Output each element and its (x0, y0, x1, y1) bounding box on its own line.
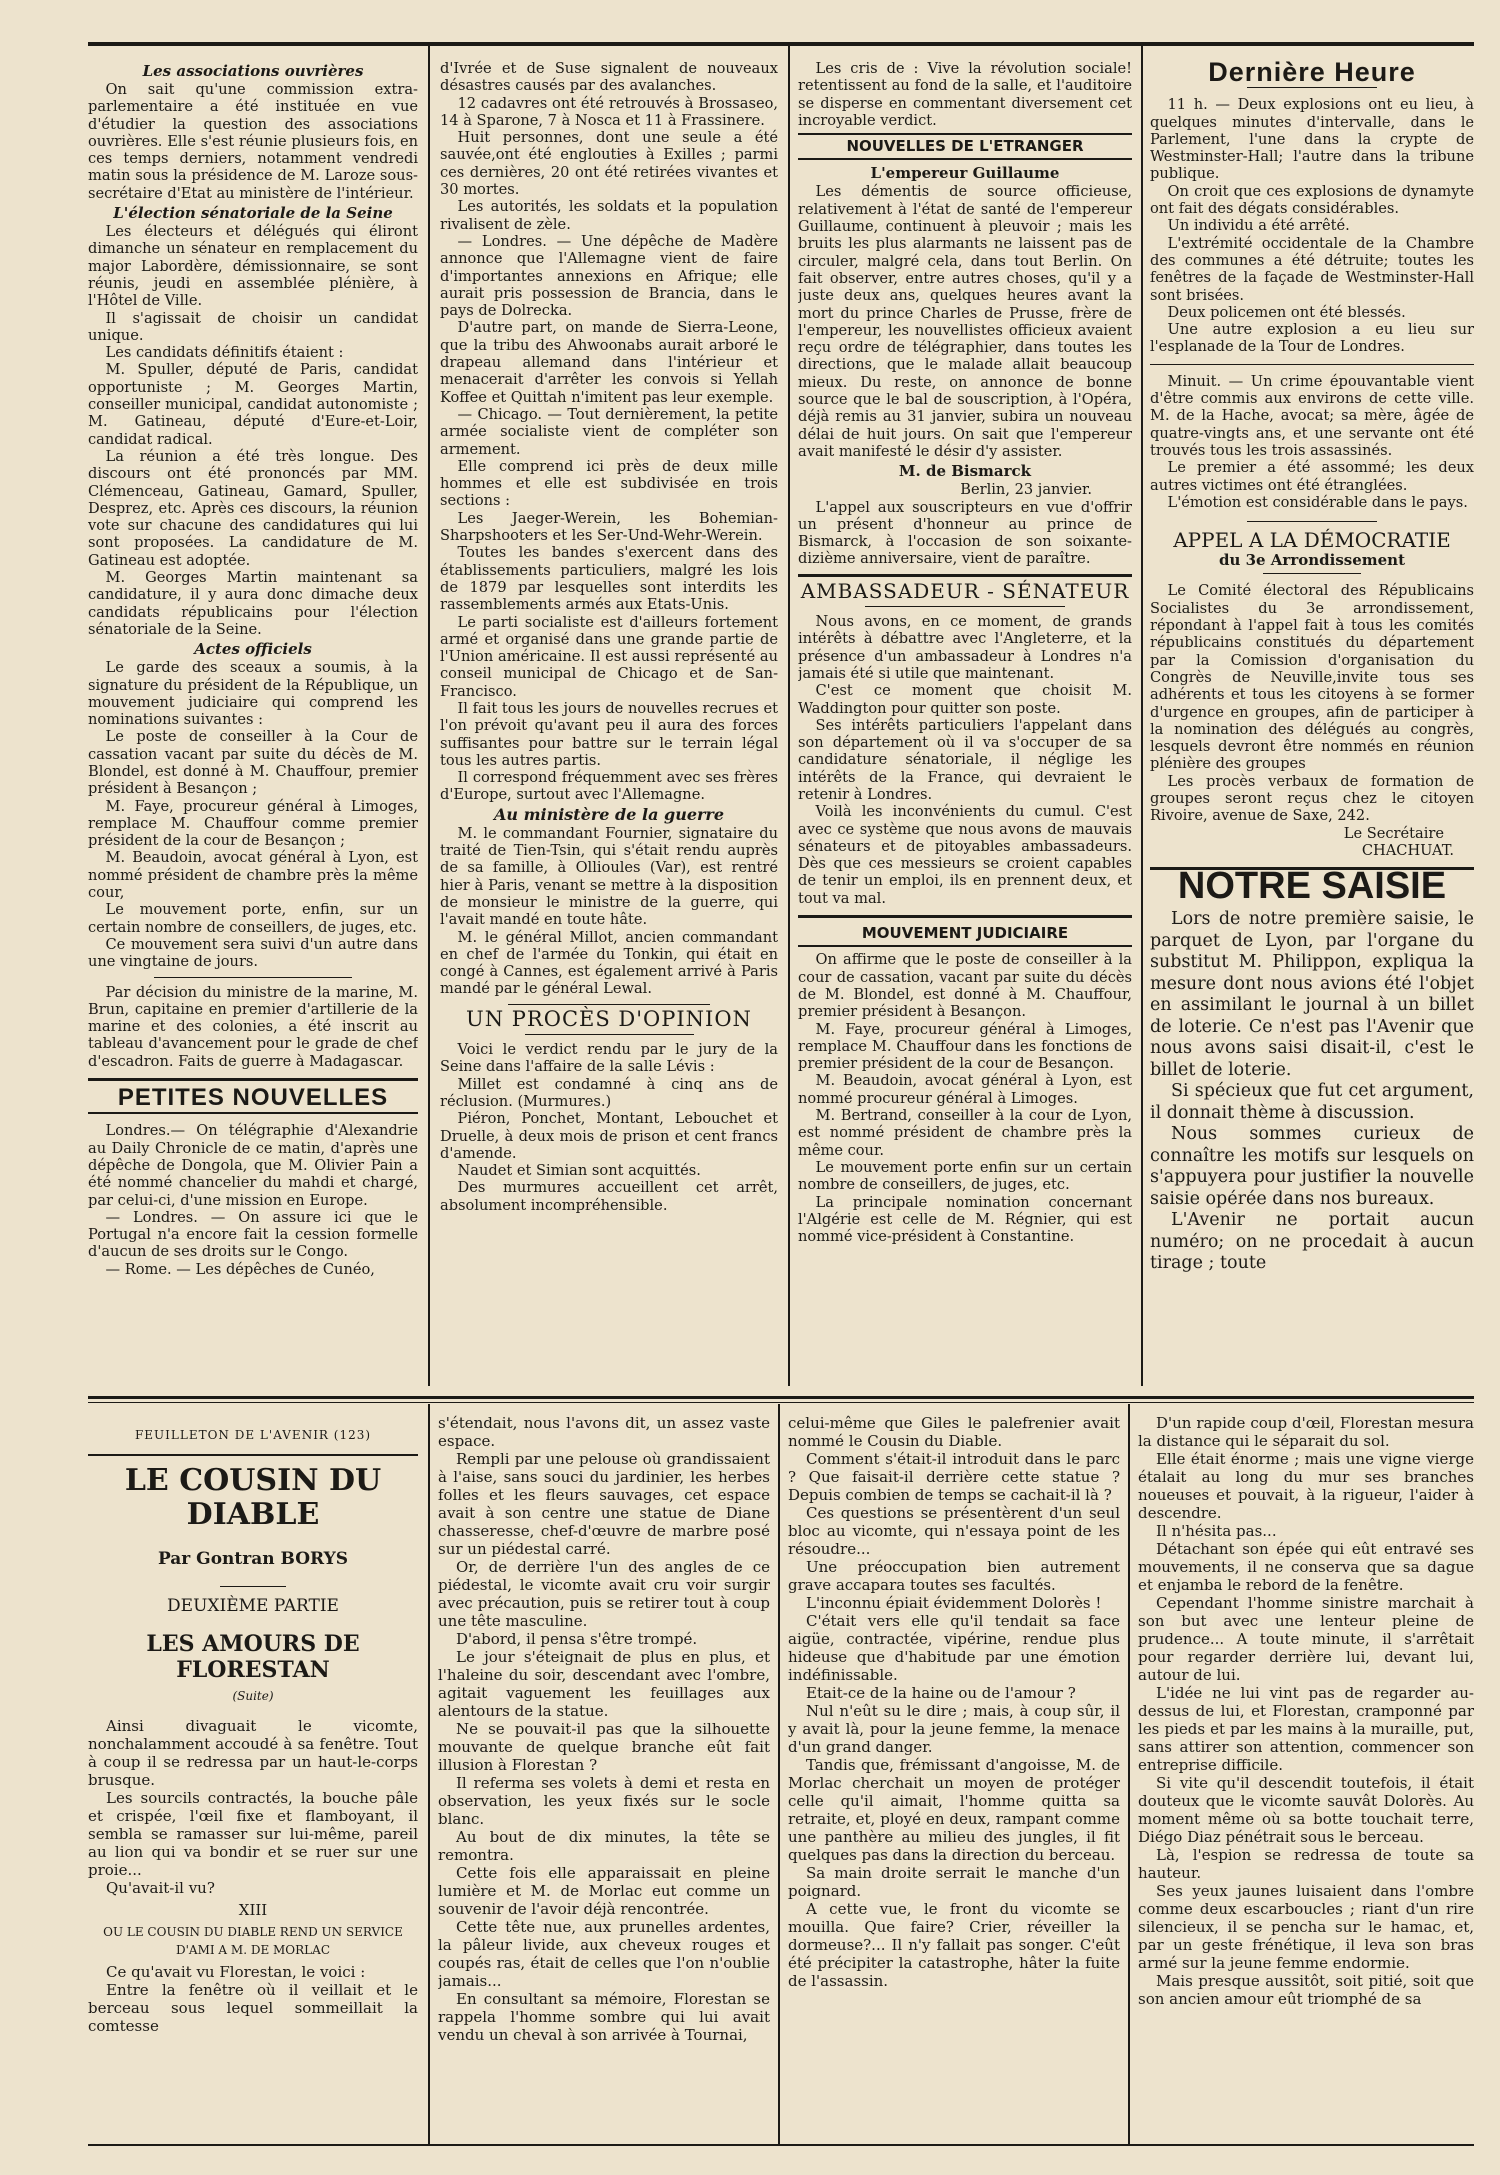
feuilleton-title: LE COUSIN DU DIABLE (124, 1463, 382, 1532)
col2-p13: Il correspond fréquemment avec ses frères d'Europe, surtout avec l'Allemagne. (440, 769, 778, 804)
petites-p2: — Londres. — On assure ici que le Portugal n'a encore fait la cession formelle d'aucun de ses droits sur le Congo. (88, 1208, 418, 1261)
mouvement-p1: On affirme que le poste de conseiller à la cour de cassation, vacant par suite du décès de M. Blondel, est donné à M. Chauffour, premier président à Besançon. (798, 951, 1132, 1021)
feuilleton-c4-3: Il n'hésita pas... (1156, 1522, 1277, 1540)
column-2 (440, 60, 778, 1390)
feuilleton-col-4 (1138, 1414, 1474, 2139)
feuilleton-c2-4: D'abord, il pensa s'être trompé. (456, 1630, 698, 1648)
separator (1247, 521, 1377, 522)
proces-p1: Voici le verdict rendu par le jury de la Seine dans l'affaire de la salle Lévis : (440, 1041, 778, 1076)
feuilleton-rule (88, 1396, 1474, 1399)
senatoriale-p1: Les électeurs et délégués qui éliront dimanche un sénateur en remplacement du major Labordère, démissionnaire, se sont réunis, jeudi en assemblée plénière, à l'Hôtel de Ville. (88, 223, 418, 310)
separator (1263, 573, 1360, 574)
separator (508, 1004, 711, 1005)
column-rule (788, 46, 790, 1386)
ambassadeur-p1: Nous avons, en ce moment, de grands intérêts à débattre avec l'Angleterre, et la présence d'un ambassadeur à Londres n'a jamais été si utile que maintenant. (798, 613, 1132, 682)
petites-p3: — Rome. — Les dépêches de Cunéo, (105, 1260, 375, 1278)
column-rule (1141, 46, 1143, 1386)
etranger-heading: NOUVELLES DE L'ETRANGER (798, 133, 1132, 160)
separator (798, 574, 1132, 577)
feuilleton-suite: (Suite) (232, 1689, 274, 1703)
guerre-p2: M. le général Millot, ancien commandant en chef de l'armée du Tonkin, qui était en congé à Cannes, est également arrivé à Paris mandé par le général Lewal. (440, 928, 778, 998)
col2-p12: Il fait tous les jours de nouvelles recrues et l'on prévoit qu'avant peu il aura des forces suffisantes pour battre sur le terrain légal tous les autres partis. (440, 699, 778, 769)
actes-p6: Ce mouvement sera suivi d'un autre dans une vingtaine de jours. (88, 935, 418, 971)
ambassadeur-p4: Voilà les inconvénients du cumul. C'est avec ce système que nous avons de mauvais sénateurs et de pitoyables ambassadeurs. Dès que ces messieurs se croient capables de tenir un emploi, ils en prennent deux, et tout va mal. (798, 803, 1132, 907)
col2-p3: Huit personnes, dont une seule a été sauvée,ont été englouties à Exilles ; parmi ces dernières, 20 ont été retirées vivantes et 30 mortes. (440, 129, 778, 199)
saisie-body (1150, 909, 1474, 1275)
mouvement-p2: M. Faye, procureur général à Limoges, remplace M. Chauffour dans les fonctions de premier président de la cour de Besançon. (798, 1020, 1132, 1073)
feuilleton-c2-7: Il referma ses volets à demi et resta en observation, les yeux fixés sur le socle blanc. (438, 1774, 770, 1828)
col3-p1: Les cris de : Vive la révolution sociale! retentissent au fond de la salle, et l'auditoire se disperse en commentant diversement cet incroyable verdict. (798, 60, 1132, 129)
senatoriale-p5: La réunion a été très longue. Des discours ont été prononcés par MM. Clémenceau, Gatineau, Gamard, Spuller, Desprez, etc. Après ces discours, la réunion vote sur chacune des candidatures qui lui sont proposées. La candidature de M. Gatineau est adoptée. (88, 447, 418, 569)
feuilleton-c2-9: Cette fois elle apparaissait en pleine lumière et M. de Morlac eut comme un souvenir de l'avoir déjà rencontrée. (438, 1864, 770, 1918)
feuilleton-p5: Entre la fenêtre où il veillait et le berceau sous lequel sommeillait la comtesse (88, 1981, 418, 2035)
senatoriale-p3: Les candidats définitifs étaient : (105, 344, 344, 362)
feuilleton-c2-6: Ne se pouvait-il pas que la silhouette mouvante de quelque branche eût fait illusion à Florestan ? (438, 1720, 770, 1774)
feuilleton-c4-4: Détachant son épée qui eût entravé ses mouvements, il ne conserva que sa dague et enjamba le rebord de la fenêtre. (1138, 1540, 1474, 1594)
feuilleton-c3-6: C'était vers elle qu'il tendait sa face aigüe, contractée, vipérine, rendue plus hideuse que d'habitude par une émotion indéfinissable. (788, 1612, 1120, 1684)
feuilleton-c2-5: Le jour s'éteignait de plus en plus, et l'haleine du soir, descendant avec l'ombre, agitait vaguement les feuillages aux alentours de la statue. (438, 1648, 770, 1720)
feuilleton-c4-9: Ses yeux jaunes luisaient dans l'ombre comme deux escarboucles ; riant d'un rire silencieux, il se pencha sur le hamac, et, par un geste frénétique, il leva son bras armé sur la jeune femme endormie. (1138, 1882, 1474, 1972)
feuilleton-p3: Qu'avait-il vu? (106, 1879, 215, 1897)
feuilleton-c2-11: En consultant sa mémoire, Florestan se rappela l'homme sombre qui lui avait vendu un cheval à son arrivée à Tournai, (438, 1990, 770, 2044)
separator (525, 1034, 694, 1035)
feuilleton-author: Par Gontran BORYS (157, 1549, 349, 1569)
dh-p9: L'émotion est considérable dans le pays. (1167, 493, 1468, 511)
feuilleton-chapter-title: OU LE COUSIN DU DIABLE REND UN SERVICE D'AMI A M. DE MORLAC (103, 1925, 403, 1957)
feuilleton-c3-3: Ces questions se présentèrent d'un seul bloc au vicomte, qui n'essaya point de les résoudre... (788, 1504, 1120, 1558)
bismarck-text: L'appel aux souscripteurs en vue d'offrir un présent d'honneur au prince de Bismarck, à l'occasion de son soixante-dizième anniversaire, vient de paraître. (798, 498, 1132, 568)
column-1 (88, 60, 418, 1390)
feuilleton-c3-5: L'inconnu épiait évidemment Dolorès ! (806, 1594, 1102, 1612)
actes-heading: Actes officiels (194, 640, 312, 659)
feuilleton-col-1 (88, 1414, 418, 2139)
proces-heading: UN PROCÈS D'OPINION (466, 1006, 752, 1031)
associations-text: On sait qu'une commission extra-parlementaire a été instituée en vue d'étudier la question des associations ouvrières. Elle s'est réunie plusieurs fois, en ces temps derniers, notamment vendredi matin sous la présidence de M. Laroze sous-secrétaire d'Etat au ministère de l'intérieur. (88, 81, 418, 202)
ambassadeur-p2: C'est ce moment que choisit M. Waddington pour quitter son poste. (798, 682, 1132, 717)
proces-p3: Piéron, Ponchet, Montant, Lebouchet et Druelle, à deux mois de prison et cent francs d'amende. (440, 1110, 778, 1162)
guerre-heading: Au ministère de la guerre (493, 804, 725, 824)
separator (88, 1078, 418, 1081)
feuilleton-c4-6: L'idée ne lui vint pas de regarder au-dessus de lui, et Florestan, cramponné par les pieds et par les mains à la muraille, put, sans attirer son attention, commencer son entreprise difficile. (1138, 1684, 1474, 1774)
col2-p2: 12 cadavres ont été retrouvés à Brossaseo, 14 à Sparone, 7 à Nosca et 11 à Frassinere. (440, 94, 778, 129)
proces-p5: Des murmures accueillent cet arrêt, absolument incompréhensible. (440, 1179, 778, 1214)
feuilleton-c2-3: Or, de derrière l'un des angles de ce piédestal, le vicomte avait cru voir surgir avec précaution, puis se retirer tout à coup une tête masculine. (438, 1558, 770, 1630)
column-rule (778, 1404, 780, 2144)
mouvement-p5: Le mouvement porte enfin sur un certain nombre de conseillers, de juges, etc. (798, 1158, 1132, 1194)
feuilleton-c3-2: Comment s'était-il introduit dans le parc ? Que faisait-il derrière cette statue ? Depuis combien de temps se cachait-il là ? (788, 1450, 1120, 1504)
actes-p5: Le mouvement porte, enfin, sur un certain nombre de conseillers, de juges, etc. (88, 901, 418, 936)
feuilleton-c4-7: Si vite qu'il descendit toutefois, il était douteux que le vicomte sauvât Dolorès. Au moment même où sa botte touchait terre, Diégo Diaz pénétrait sous le berceau. (1138, 1774, 1474, 1846)
empereur-text: Les démentis de source officieuse, relativement à l'état de santé de l'empereur Guillaume, continuent à pleuvoir ; mais les bruits les plus alarmants ne laissent pas de circuler, malgré cela, dans tout Berlin. On fait observer, entre autres choses, qu'il y a juste deux ans, quelques heures avant la mort du prince Charles de Prusse, frère de l'empereur, les nouvellistes officieux avaient reçu ordre de télégraphier, dans toutes les directions, que le malade allait beaucoup mieux. Du reste, on annonce de bonne source que le bal de souscription, à l'Opéra, déjà remis au 31 janvier, subira un nouveau délai de huit jours. On sait que l'empereur avait manifesté le désir d'y assister. (798, 183, 1132, 460)
separator (798, 915, 1132, 918)
mouvement-p6: La principale nomination concernant l'Algérie est celle de M. Régnier, qui est nommé vice-président à Constantine. (798, 1193, 1132, 1246)
col2-p8: Elle comprend ici près de deux mille hommes et elle est subdivisée en trois sections : (440, 457, 778, 510)
derniere-heure-heading: Dernière Heure (1208, 60, 1416, 87)
appel-p1: Le Comité électoral des Républicains Socialistes du 3e arrondissement, répondant à l'appel fait à tous les comités républicains constitués du département par la Comission d'organisation du Congrès de Neuville,invite tous ses adhérents et tous les citoyens à se former d'urgence en groupes, afin de participer à la nomination des délégués au congrès, lesquels devront être nommés en réunion plénière des groupes (1150, 582, 1474, 773)
mouvement-heading: MOUVEMENT JUDICIAIRE (798, 922, 1132, 947)
actes-p1: Le garde des sceaux a soumis, à la signature du président de la République, un mouvement judiciaire qui comprend les nominations suivantes : (88, 659, 418, 729)
feuilleton-part: DEUXIÈME PARTIE (167, 1596, 339, 1616)
senatoriale-p4: M. Spuller, député de Paris, candidat opportuniste ; M. Georges Martin, conseiller municipal, candidat autonomiste ; M. Gatineau, député d'Eure-et-Loir, candidat radical. (88, 361, 418, 448)
proces-p4: Naudet et Simian sont acquittés. (457, 1162, 701, 1180)
petites-nouvelles-heading: PETITES NOUVELLES (117, 1084, 389, 1112)
feuilleton-c2-1: s'étendait, nous l'avons dit, un assez vaste espace. (438, 1414, 770, 1450)
feuilleton-c3-8: Nul n'eût su le dire ; mais, à coup sûr, il y avait là, pour la jeune femme, la menace d'un grand danger. (788, 1702, 1120, 1756)
separator (1247, 87, 1377, 88)
actes-p3: M. Faye, procureur général à Limoges, remplace M. Chauffour comme premier président de la cour de Besançon ; (88, 797, 418, 850)
dh-p3: Un individu a été arrêté. (1167, 217, 1350, 235)
feuilleton-header: FEUILLETON DE L'AVENIR (123) (134, 1428, 372, 1442)
feuilleton-c4-1: D'un rapide coup d'œil, Florestan mesura la distance qui le séparait du sol. (1138, 1414, 1474, 1450)
senatoriale-p6: M. Georges Martin maintenant sa candidature, il y aura donc dimache deux candidats républicains pour l'élection sénatoriale de la Seine. (88, 569, 418, 638)
dh-p8: Le premier a été assommé; les deux autres victimes ont été étranglées. (1150, 459, 1474, 494)
column-rule (428, 1404, 430, 2144)
dh-p1: 11 h. — Deux explosions ont eu lieu, à quelques minutes d'intervalle, dans le Parlement, l'une dans la crypte de Westminster-Hall; l'autre dans la tribune publique. (1150, 96, 1474, 183)
feuilleton-part-title: LES AMOURS DE FLORESTAN (146, 1631, 360, 1683)
separator (88, 1112, 418, 1114)
associations-heading: Les associations ouvrières (142, 62, 364, 80)
petites-p1: Londres.— On télégraphie d'Alexandrie au Daily Chronicle de ce matin, d'après une dépêche de Dongola, que M. Olivier Pain a été nommé chancelier du mahdi et chargé, par celui-ci, d'une mission en Europe. (88, 1122, 418, 1209)
separator (154, 977, 352, 978)
feuilleton-c4-2: Elle était énorme ; mais une vigne vierge étalait au long du mur ses branches noueuses et pouvait, à la rigueur, l'aider à descendre. (1138, 1450, 1474, 1522)
feuilleton-c4-10: Mais presque aussitôt, soit pitié, soit que son ancien amour eût triomphé de sa (1138, 1972, 1474, 2008)
separator (865, 606, 1065, 607)
separator (88, 1454, 418, 1456)
feuilleton-chapter: XIII (238, 1901, 268, 1919)
proces-p2: Millet est condamné à cinq ans de réclusion. (Murmures.) (440, 1075, 778, 1110)
feuilleton-c3-10: Sa main droite serrait le manche d'un poignard. (788, 1864, 1120, 1900)
separator (1150, 364, 1474, 365)
notre-saisie-heading: NOTRE SAISIE (1177, 865, 1447, 908)
feuilleton-c4-5: Cependant l'homme sinistre marchait à son but avec une lenteur pleine de prudence... A toute minute, il s'arrêtait pour regarder derrière lui, devant lui, autour de lui. (1138, 1594, 1474, 1684)
col2-p11: Le parti socialiste est d'ailleurs fortement armé et organisé dans une grande partie de l'Union américaine. Il est aussi représenté au conseil municipal de Chicago et de San-Francisco. (440, 613, 778, 700)
saisie-p2: Si spécieux que fut cet argument, il donnait thème à discussion. (1150, 1081, 1474, 1123)
feuilleton-c2-8: Au bout de dix minutes, la tête se remontra. (438, 1828, 770, 1864)
guerre-p1: M. le commandant Fournier, signataire du traité de Tien-Tsin, qui s'était rendu auprès de sa famille, à Ollioules (Var), est rentré hier à Paris, venant se mettre à la disposition de monsieur le ministre de la guerre, qui l'avait mandé en toute hâte. (440, 824, 778, 929)
feuilleton-col-3 (788, 1414, 1120, 2139)
feuilleton-p1: Ainsi divaguait le vicomte, nonchalamment accoudé à sa fenêtre. Tout à coup il se redressa par un haut-le-corps brusque. (88, 1717, 418, 1789)
dh-p5: Deux policemen ont été blessés. (1167, 303, 1406, 321)
bismarck-heading: M. de Bismarck (898, 462, 1032, 481)
appel-subheading: du 3e Arrondissement (1218, 551, 1406, 570)
col2-p6: D'autre part, on mande de Sierra-Leone, que la tribu des Ahwoonabs aurait arboré le drapeau allemand dans l'intérieur et menacerait d'arrêter les convois si Yellah Koffee et Quittah n'imitent pas leur exemple. (440, 319, 778, 406)
feuilleton-c3-11: A cette vue, le front du vicomte se mouilla. Que faire? Crier, réveiller la dormeuse?... Il n'y fallait pas songer. C'eût été précipiter la catastrophe, hâter la fuite de l'assassin. (788, 1900, 1120, 1990)
feuilleton-rule (88, 1402, 1474, 1403)
mouvement-p4: M. Bertrand, conseiller à la cour de Lyon, est nommé président de chambre près la même cour. (798, 1107, 1132, 1159)
feuilleton-c3-4: Une préoccupation bien autrement grave accapara toutes ses facultés. (788, 1558, 1120, 1594)
bismarck-dateline: Berlin, 23 janvier. (960, 481, 1092, 499)
feuilleton-p4: Ce qu'avait vu Florestan, le voici : (106, 1963, 366, 1981)
feuilleton-c2-10: Cette tête nue, aux prunelles ardentes, la pâleur livide, aux cheveux rouges et coupés ras, était de celles que l'on n'oublie jamais... (438, 1918, 770, 1990)
dh-p7: Minuit. — Un crime épouvantable vient d'être commis aux environs de cette ville. M. de la Hache, avocat; sa mère, âgée de quatre-vingts ans, et une servante ont été trouvés tous les trois assassinés. (1150, 372, 1474, 459)
dh-p6: Une autre explosion a eu lieu sur l'esplanade de la Tour de Londres. (1150, 321, 1474, 356)
appel-signature-title: Le Secrétaire (1343, 824, 1444, 842)
col2-p9: Les Jaeger-Werein, les Bohemian-Sharpshooters et les Ser-Und-Wehr-Werein. (440, 509, 778, 545)
top-rule (88, 42, 1474, 46)
feuilleton-col-2 (438, 1414, 770, 2139)
dh-p4: L'extrémité occidentale de la Chambre des communes a été détruite; toutes les fenêtres de la façade de Westminster-Hall sont brisées. (1150, 234, 1474, 304)
separator (220, 1586, 286, 1587)
column-rule (1128, 1404, 1130, 2144)
feuilleton-c3-7: Etait-ce de la haine ou de l'amour ? (806, 1684, 1076, 1702)
saisie-p4: L'Avenir ne portait aucun numéro; on ne procedait à aucun tirage ; toute (1150, 1210, 1474, 1274)
feuilleton-p2: Les sourcils contractés, la bouche pâle et crispée, l'œil fixe et flamboyant, il sembla se ramasser sur lui-même, pareil au lion qui va bondir et se ruer sur une proie... (88, 1789, 418, 1879)
col2-p10: Toutes les bandes s'exercent dans des établissements particuliers, malgré les lois de 1879 par lesquelles sont interdits les rassemblements armés aux Etats-Unis. (440, 544, 778, 614)
col2-p1: d'Ivrée et de Suse signalent de nouveaux désastres causés par des avalanches. (440, 60, 778, 95)
actes-p4: M. Beaudoin, avocat général à Lyon, est nommé président de chambre près la même cour, (88, 849, 418, 902)
ambassadeur-heading: AMBASSADEUR - SÉNATEUR (800, 578, 1130, 603)
marine-text: Par décision du ministre de la marine, M. Brun, capitaine en premier d'artillerie de la marine et des colonies, a été inscrit au tableau d'avancement pour le grade de chef d'escadron. Faits de guerre à Madagascar. (88, 983, 418, 1070)
senatoriale-heading: L'élection sénatoriale de la Seine (113, 204, 393, 223)
dh-p2: On croit que ces explosions de dynamyte ont fait des dégats considérables. (1150, 182, 1474, 218)
feuilleton-c3-1: celui-même que Giles le palefrenier avait nommé le Cousin du Diable. (788, 1414, 1120, 1450)
appel-heading: APPEL A LA DÉMOCRATIE (1173, 528, 1451, 553)
appel-signature-name: CHACHUAT. (1361, 841, 1454, 859)
mouvement-p3: M. Beaudoin, avocat général à Lyon, est nommé procureur général à Limoges. (798, 1072, 1132, 1107)
feuilleton-c2-2: Rempli par une pelouse où grandissaient à l'aise, sans souci du jardinier, les herbes folles et les fleurs sauvages, cet espace avait à son centre une statue de Diane chasseresse, chef-d'œuvre de marbre posé sur un piédestal carré. (438, 1450, 770, 1558)
actes-p2: Le poste de conseiller à la Cour de cassation vacant par suite du décès de M. Blondel, est donné à M. Chauffour, premier président à Besançon ; (88, 728, 418, 798)
saisie-p1: Lors de notre première saisie, le parquet de Lyon, par l'organe du substitut M. Philippon, expliqua la mesure dont nous avions été l'objet en assimilant le journal à un billet de loterie. Ce n'est pas l'Avenir que nous avons saisi disait-il, c'est le billet de loterie. (1150, 909, 1474, 1080)
feuilleton-c4-8: Là, l'espion se redressa de toute sa hauteur. (1138, 1846, 1474, 1882)
ambassadeur-p3: Ses intérêts particuliers l'appelant dans son département où il va s'occuper de sa candidature sénatoriale, il néglige les intérêts de la France, qui devraient le retenir à Londres. (798, 716, 1132, 803)
saisie-p3: Nous sommes curieux de connaître les motifs sur lesquels on s'appuyera pour justifier la nouvelle saisie opérée dans nos bureaux. (1150, 1124, 1474, 1209)
bottom-rule (88, 2144, 1474, 2146)
col2-p4: Les autorités, les soldats et la population rivalisent de zèle. (440, 198, 778, 233)
column-rule (428, 46, 430, 1386)
col2-p7: — Chicago. — Tout dernièrement, la petite armée socialiste vient de compléter son armement. (440, 405, 778, 458)
column-3 (798, 60, 1132, 1390)
column-4 (1150, 60, 1474, 1390)
empereur-heading: L'empereur Guillaume (870, 164, 1060, 183)
col2-p5: — Londres. — Une dépêche de Madère annonce que l'Allemagne vient de faire d'importantes annexions en Afrique; elle aurait pris possession de Brancia, dans le pays de Dolrecka. (440, 232, 778, 320)
senatoriale-p2: Il s'agissait de choisir un candidat unique. (88, 309, 418, 344)
appel-p2: Les procès verbaux de formation de groupes seront reçus chez le citoyen Rivoire, avenue de Saxe, 242. (1150, 772, 1474, 825)
feuilleton-c3-9: Tandis que, frémissant d'angoisse, M. de Morlac cherchait un moyen de protéger celle qu'il aimait, l'homme quitta sa retraite, et, ployé en deux, rampant comme une panthère au milieu des jungles, il fit quelques pas dans la direction du berceau. (788, 1756, 1120, 1864)
